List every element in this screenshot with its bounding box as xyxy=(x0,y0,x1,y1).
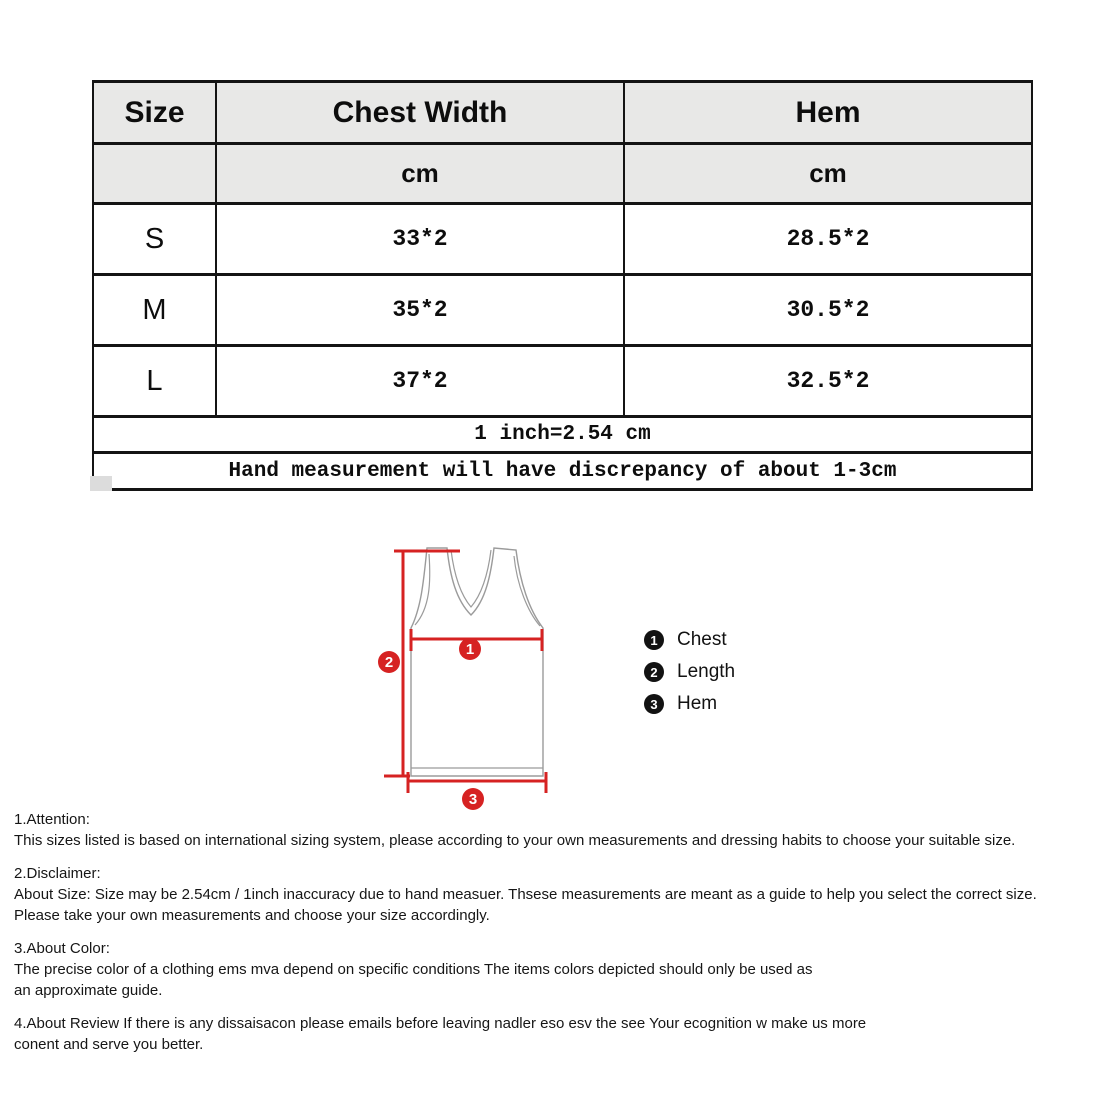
size-label-s: S xyxy=(93,204,216,275)
header-cell-size: Size xyxy=(93,82,216,144)
legend-label-chest: Chest xyxy=(677,629,727,650)
chest-value-l: 37*2 xyxy=(216,346,624,417)
notes-section xyxy=(14,809,1096,1067)
inch-conversion-note: 1 inch=2.54 cm xyxy=(93,417,1032,453)
about-color-note xyxy=(14,938,1096,1001)
chest-value-s: 33*2 xyxy=(216,204,624,275)
header-cell-chest: Chest Width xyxy=(216,82,624,144)
tank-top-measurement-diagram xyxy=(370,530,640,820)
note-line: 1.Attention: xyxy=(14,811,90,828)
disclaimer-note xyxy=(14,863,1096,926)
table-row xyxy=(93,204,1032,275)
table-row xyxy=(93,275,1032,346)
legend-item-chest xyxy=(644,630,735,650)
chest-marker-number: 1 xyxy=(465,641,475,658)
hand-measurement-note: Hand measurement will have discrepancy of about 1-3cm xyxy=(93,453,1032,490)
note-line: This sizes listed is based on international sizing system, please according to your own measurements and dressing habits to choose your suitable size. xyxy=(14,832,1016,849)
hem-value-s: 28.5*2 xyxy=(624,204,1032,275)
chest-value-m: 35*2 xyxy=(216,275,624,346)
scan-artifact xyxy=(90,476,112,491)
length-marker-number: 2 xyxy=(384,654,394,671)
unit-cell-chest: cm xyxy=(216,144,624,204)
note-line: About Size: Size may be 2.54cm / 1inch inaccuracy due to hand measuer. Thsese measurements are meant as a guide to help you select the correct size. xyxy=(14,886,1037,903)
legend-label-hem: Hem xyxy=(677,693,718,714)
unit-cell-hem: cm xyxy=(624,144,1032,204)
circled-number-icon: 1 xyxy=(644,630,664,650)
hem-marker-number: 3 xyxy=(468,791,478,808)
unit-cell-empty xyxy=(93,144,216,204)
note-line: 3.About Color: xyxy=(14,940,110,957)
header-cell-hem: Hem xyxy=(624,82,1032,144)
measurement-legend xyxy=(644,630,735,726)
note-line: 4.About Review If there is any dissaisacon please emails before leaving nadler eso esv the see Your ecognition w make us more xyxy=(14,1015,867,1032)
hem-value-l: 32.5*2 xyxy=(624,346,1032,417)
attention-note xyxy=(14,809,1096,851)
table-row xyxy=(93,346,1032,417)
legend-label-length: Length xyxy=(677,661,736,682)
about-review-note xyxy=(14,1013,1096,1055)
circled-number-icon: 3 xyxy=(644,694,664,714)
note-line: an approximate guide. xyxy=(14,982,163,999)
note-line: Please take your own measurements and choose your size accordingly. xyxy=(14,907,490,924)
tank-top-outline xyxy=(411,548,543,776)
note-line: 2.Disclaimer: xyxy=(14,865,101,882)
size-label-m: M xyxy=(93,275,216,346)
legend-item-length xyxy=(644,662,735,682)
hem-value-m: 30.5*2 xyxy=(624,275,1032,346)
size-chart-table xyxy=(92,80,1033,491)
legend-item-hem xyxy=(644,694,735,714)
size-label-l: L xyxy=(93,346,216,417)
circled-number-icon: 2 xyxy=(644,662,664,682)
note-line: conent and serve you better. xyxy=(14,1036,204,1053)
note-line: The precise color of a clothing ems mva depend on specific conditions The items colors depicted should only be used as xyxy=(14,961,813,978)
